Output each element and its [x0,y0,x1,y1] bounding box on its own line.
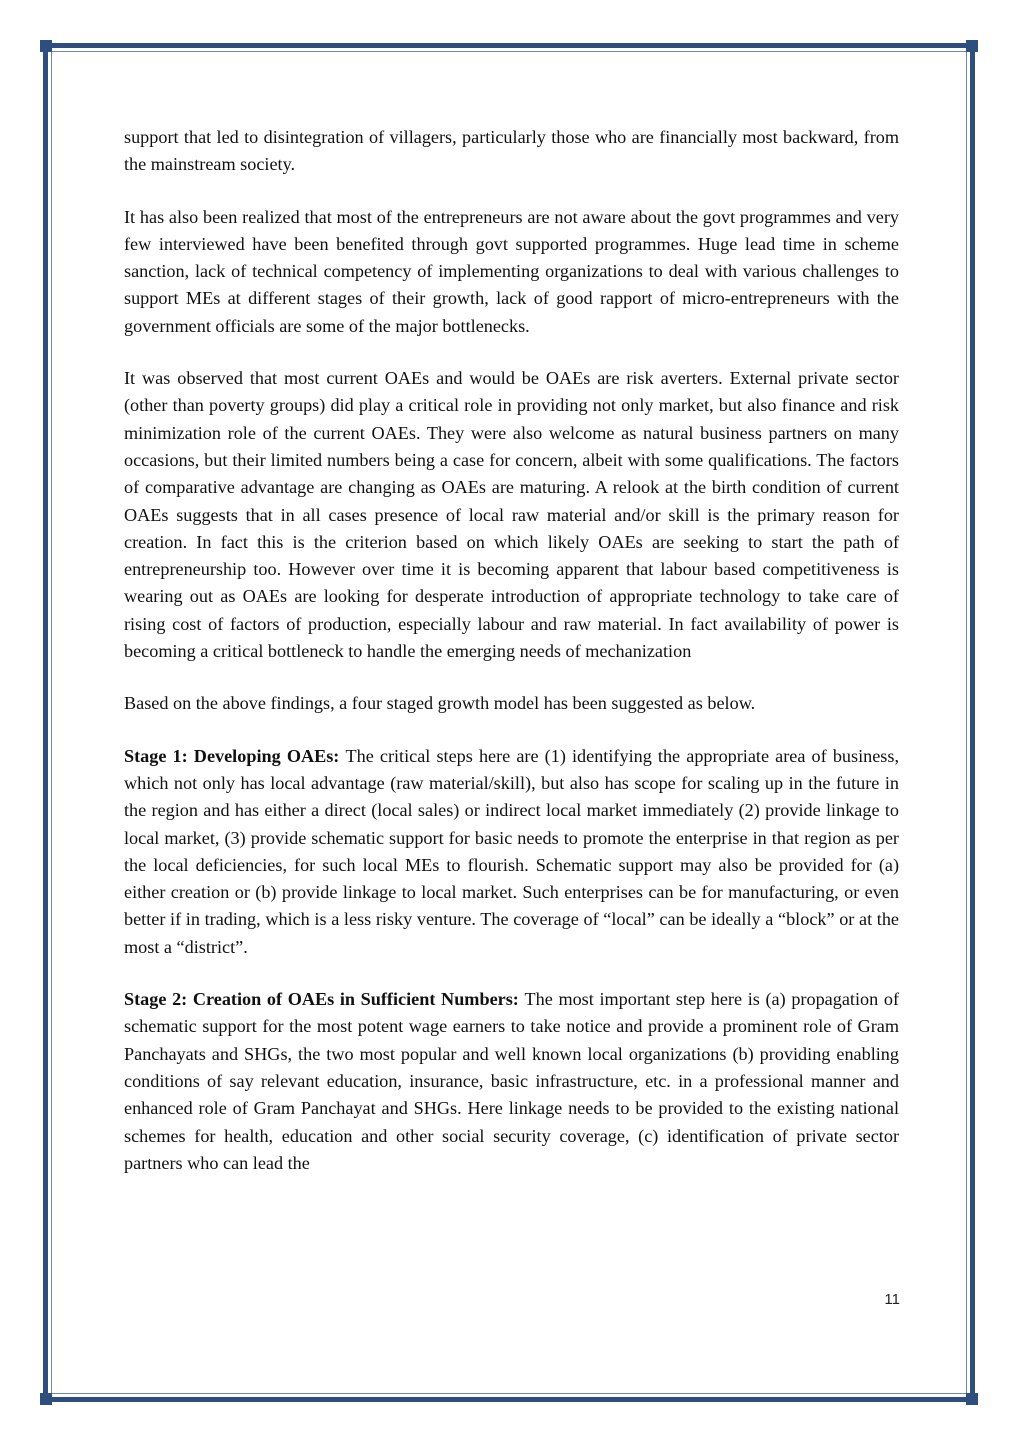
border-corner-top-right [966,40,978,52]
border-corner-bottom-left [40,1393,52,1405]
paragraph-stage-1 [124,743,899,961]
paragraph [124,365,899,665]
paragraph [124,204,899,340]
paragraph-text: support that led to disintegration of villagers, particularly those who are financially most backward, from the mainstream society. [124,127,899,175]
paragraph-text: Based on the above findings, a four staged growth model has been suggested as below. [124,693,756,714]
body-text [124,124,899,1202]
paragraph-text: The critical steps here are (1) identifying the appropriate area of business, which not only has local advantage (raw material/skill), but also has scope for scaling up in the future in the region and has either a direct (local sales) or indirect local market immediately (2) provide linkage to local market, (3) provide schematic support for basic needs to promote the enterprise in that region as per the local deficiencies, for such local MEs to flourish. Schematic support may also be provided for (a) either creation or (b) provide linkage to local market. Such enterprises can be for manufacturing, or even better if in trading, which is a less risky venture. The coverage of “local” can be ideally a “block” or at the most a “district”. [124,745,900,957]
page-number: 11 [884,1291,900,1308]
border-corner-bottom-right [966,1393,978,1405]
paragraph [124,690,899,717]
paragraph-stage-2 [124,986,899,1177]
border-corner-top-left [40,40,52,52]
paragraph-text: It has also been realized that most of the entrepreneurs are not aware about the govt programmes and very few interviewed have been benefited through govt supported programmes. Huge lead time in scheme sanction, lack of technical competency of implementing organizations to deal with various challenges to support MEs at different stages of their growth, lack of good rapport of micro-entrepreneurs with the government officials are some of the major bottlenecks. [124,206,899,336]
paragraph [124,124,899,179]
stage-heading: Stage 1: Developing OAEs: [124,745,346,766]
stage-heading: Stage 2: Creation of OAEs in Sufficient Numbers: [124,989,525,1010]
paragraph-text: It was observed that most current OAEs and would be OAEs are risk averters. External private sector (other than poverty groups) did play a critical role in providing not only market, but also finance and risk minimization role of the current OAEs. They were also welcome as natural business partners on many occasions, but their limited numbers being a case for concern, albeit with some qualifications. The factors of comparative advantage are changing as OAEs are maturing. A relook at the birth condition of current OAEs suggests that in all cases presence of local raw material and/or skill is the primary reason for creation. In fact this is the criterion based on which likely OAEs are seeking to start the path of entrepreneurship too. However over time it is becoming apparent that labour based competitiveness is wearing out as OAEs are looking for desperate introduction of appropriate technology to take care of rising cost of factors of production, especially labour and raw material. In fact availability of power is becoming a critical bottleneck to handle the emerging needs of mechanization [124,368,899,662]
paragraph-text: The most important step here is (a) propagation of schematic support for the most potent wage earners to take notice and provide a prominent role of Gram Panchayats and SHGs, the two most popular and well known local organizations (b) providing enabling conditions of say relevant education, insurance, basic infrastructure, etc. in a professional manner and enhanced role of Gram Panchayat and SHGs. Here linkage needs to be provided to the existing national schemes for health, education and other social security coverage, (c) identification of private sector partners who can lead the [124,989,899,1173]
